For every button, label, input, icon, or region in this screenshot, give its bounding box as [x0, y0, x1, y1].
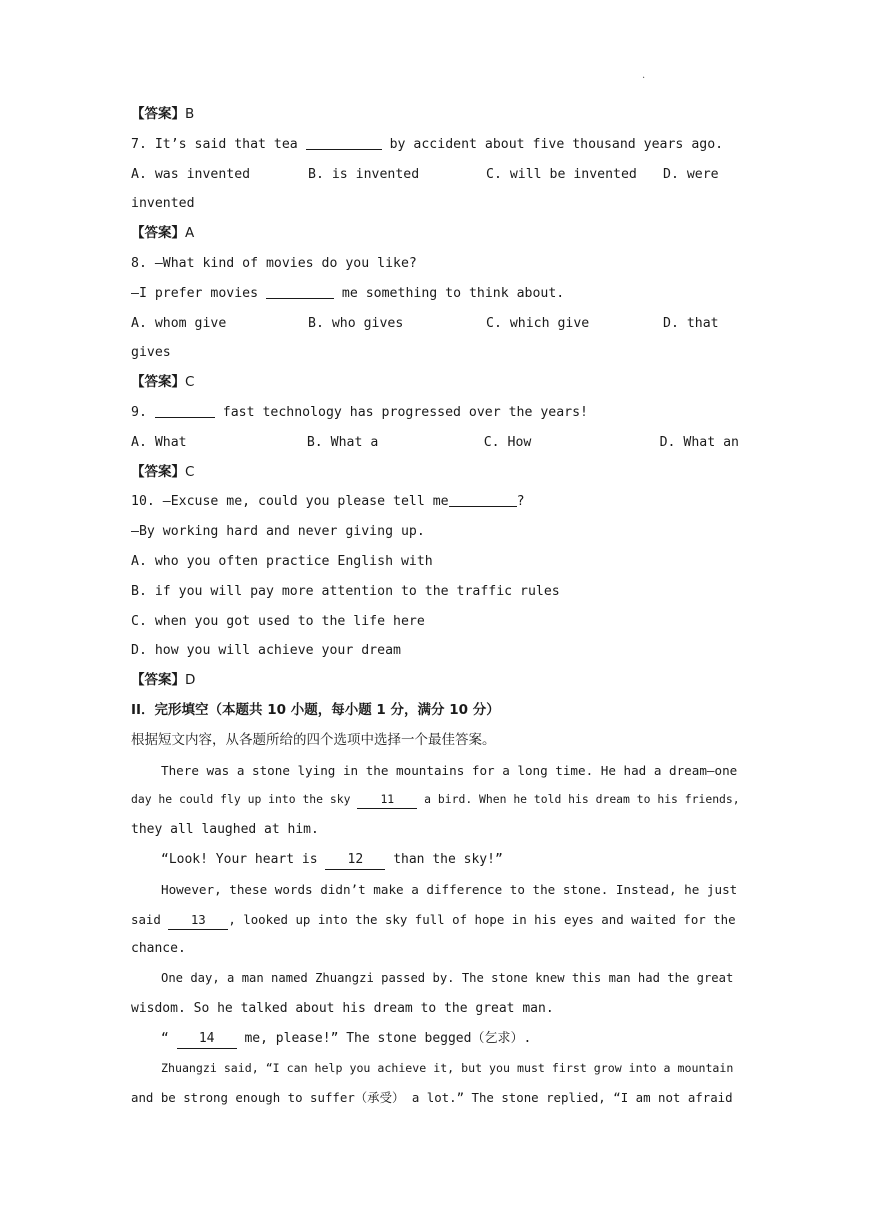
q8-option-d: D. that [663, 315, 719, 331]
q7-options [131, 160, 739, 190]
answer-value: B [185, 106, 195, 122]
blank-14: 14 [177, 1031, 237, 1049]
q8-blank [266, 282, 334, 299]
q10-option-d: D. how you will achieve your dream [131, 643, 401, 659]
passage-p3-line1: However, these words didn’t make a difference to the stone. Instead, he just [161, 881, 738, 897]
q8-options [131, 309, 739, 339]
q10-option-a: A. who you often practice English with [131, 553, 433, 569]
q7-blank [306, 133, 382, 150]
answer-label: 【答案】 [131, 374, 185, 391]
q7-option-wrap: invented [131, 196, 195, 212]
q8-line2-before: —I prefer movies [131, 285, 266, 301]
section-instruction: 根据短文内容，从各题所给的四个选项中选择一个最佳答案。 [131, 731, 496, 748]
q8-line2 [131, 279, 739, 309]
passage-p4-line1: One day, a man named Zhuangzi passed by. The stone knew this man had the great [161, 971, 734, 986]
q10-line1-before: 10. —Excuse me, could you please tell me [131, 494, 449, 510]
answer-value: C [185, 463, 195, 480]
passage-p4-line2: wisdom. So he talked about his dream to the great man. [131, 1000, 554, 1016]
q9-option-b: B. What a [306, 434, 379, 450]
q6-answer [131, 100, 739, 130]
q8-option-a: A. whom give [131, 315, 227, 331]
q10-answer [131, 666, 739, 696]
q9-option-c: C. How [483, 434, 532, 450]
q8-option-b: B. who gives [308, 315, 404, 331]
passage-p1-line1: There was a stone lying in the mountains for a long time. He had a dream—one [161, 762, 738, 778]
passage-text: a bird. When he told his dream to his friends, [417, 792, 740, 807]
passage-p5 [131, 1024, 739, 1054]
answer-label: 【答案】 [131, 463, 185, 480]
answer-label: 【答案】 [131, 225, 185, 242]
passage-text: said [131, 911, 169, 927]
q10-option-c: C. when you got used to the life here [131, 613, 425, 629]
q7-stem [131, 130, 739, 160]
q10-line1-after: ? [516, 494, 525, 510]
passage-p1-line3: they all laughed at him. [131, 822, 319, 838]
q9-options [131, 428, 739, 458]
answer-value: A [185, 225, 195, 242]
passage-text: than the sky!” [385, 851, 503, 867]
q7-stem-after: by accident about five thousand years ago. [381, 136, 724, 152]
document-content [131, 100, 739, 1113]
answer-value: C [185, 374, 195, 391]
q9-stem-before: 9. [131, 404, 155, 420]
q8-answer [131, 368, 739, 398]
q8-option-c: C. which give [486, 315, 590, 331]
passage-p1-line2 [131, 785, 739, 815]
q10-line1 [131, 487, 739, 517]
q9-option-d: D. What an [659, 434, 739, 450]
blank-11: 11 [357, 791, 417, 809]
q7-option-d: D. were [663, 166, 719, 182]
answer-label: 【答案】 [131, 672, 185, 689]
passage-p3-line3: chance. [131, 941, 186, 957]
q7-option-b: B. is invented [308, 166, 420, 182]
blank-13: 13 [168, 912, 228, 930]
section-title: II．完形填空（本题共 10 小题，每小题 1 分，满分 10 分） [131, 701, 500, 718]
q8-line2-after: me something to think about. [333, 285, 565, 301]
passage-p3-line2 [131, 905, 739, 935]
q7-answer [131, 219, 739, 249]
passage-text: day he could fly up into the sky [131, 792, 358, 807]
passage-text: “Look! Your heart is [161, 851, 326, 867]
passage-text: me, please!” The stone begged（乞求）. [236, 1030, 532, 1046]
q9-stem-after: fast technology has progressed over the years! [214, 404, 588, 420]
blank-12: 12 [325, 852, 385, 870]
q10-line2: —By working hard and never giving up. [131, 524, 425, 540]
q10-blank [449, 490, 517, 507]
passage-text: , looked up into the sky full of hope in his eyes and waited for the [228, 911, 736, 927]
q8-option-wrap: gives [131, 345, 171, 361]
passage-text: “ [161, 1030, 177, 1046]
q7-option-c: C. will be invented [486, 166, 637, 182]
answer-label: 【答案】 [131, 106, 185, 122]
q9-stem [131, 398, 739, 428]
q9-answer [131, 458, 739, 488]
q7-stem-before: 7. It’s said that tea [131, 136, 306, 152]
header-mark: . [642, 70, 646, 81]
answer-value: D [185, 672, 196, 689]
q8-line1: 8. —What kind of movies do you like? [131, 255, 417, 271]
passage-p2 [131, 845, 739, 875]
passage-p6-line1: Zhuangzi said, “I can help you achieve it, but you must first grow into a mountain [161, 1060, 734, 1075]
q9-option-a: A. What [131, 434, 187, 450]
passage-p6-line2: and be strong enough to suffer（承受） a lot.” The stone replied, “I am not afraid [131, 1090, 733, 1106]
q7-option-a: A. was invented [131, 166, 251, 182]
q10-option-b: B. if you will pay more attention to the traffic rules [131, 583, 560, 599]
q9-blank [155, 401, 215, 418]
